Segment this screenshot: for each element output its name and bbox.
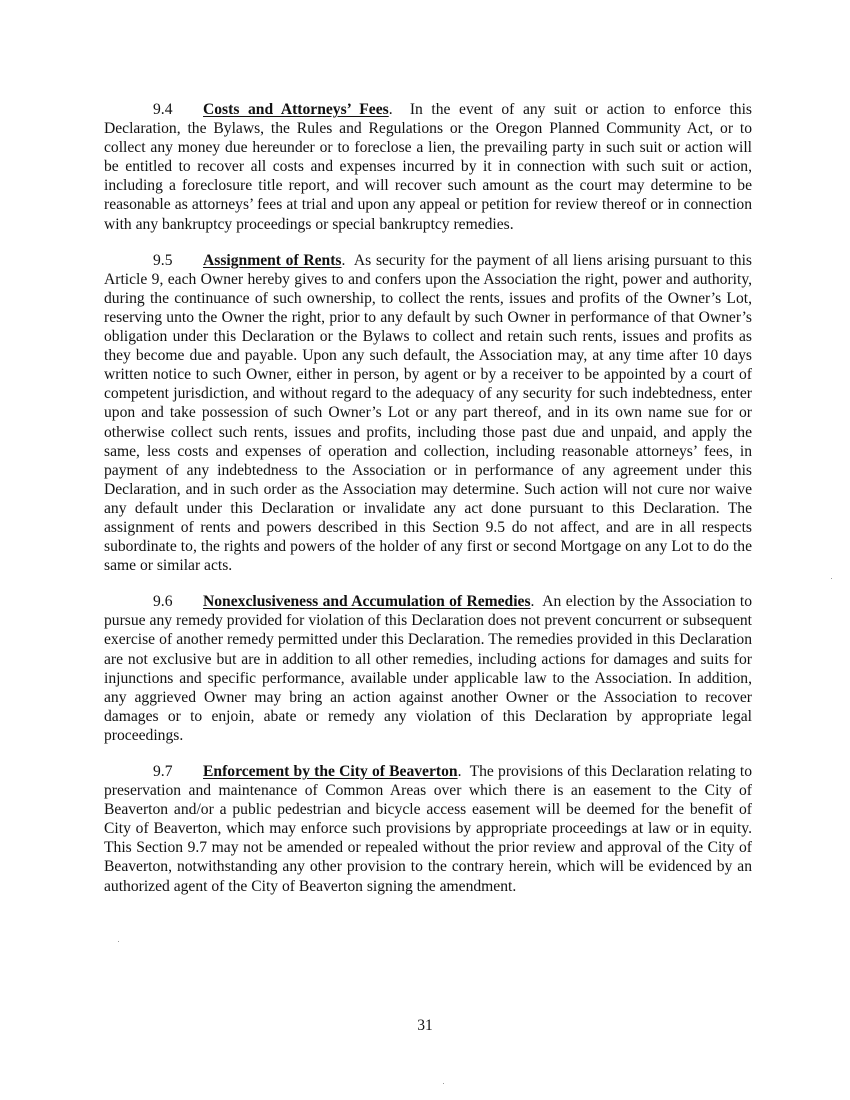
section-number: 9.6 [153, 593, 173, 611]
scan-speck [118, 941, 119, 942]
section-body: As security for the payment of all liens arising pursuant to this Article 9, each Owner hereby gives to and confers upon the Association the right, power and authority, during the continuance of such ownership, to collect the rents, issues and profits of the Owner’s Lot, reserving unto the Owner the right, prior to any default by such Owner in performance of that Owner’s obligation under this Declaration or the Bylaws to collect and retain such rents, issues and profits as they become due and payable. Upon any such default, the Association may, at any time after 10 days written notice to such Owner, either in person, by agent or by a receiver to be appointed by a court of competent jurisdiction, and without regard to the adequacy of any security for such indebtedness, enter upon and take possession of such Owner’s Lot or any part thereof, and in its own name sue for or otherwise collect such rents, issues and profits, including those past due and unpaid, and apply the same, less costs and expenses of operation and collection, including reasonable attorneys’ fees, in payment of any indebtedness to the Association or in performance of any agreement under this Declaration, and in such order as the Association may determine. Such action will not cure nor waive any default under this Declaration or invalidate any act done pursuant to this Declaration. The assignment of rents and powers described in this Section 9.5 do not affect, and are in all respects subordinate to, the rights and powers of the holder of any first or second Mortgage on any Lot to do the same or similar acts. [104, 251, 752, 575]
scan-speck [831, 578, 832, 579]
section-heading: Costs and Attorneys’ Fees [203, 101, 389, 118]
section-heading-punct: . [457, 763, 462, 780]
section-number: 9.7 [153, 763, 173, 780]
page-number: 31 [417, 1017, 433, 1034]
section-number: 9.5 [153, 251, 173, 269]
section-9-7 [104, 762, 752, 896]
section-heading: Nonexclusiveness and Accumulation of Remedies [203, 593, 531, 611]
section-heading-punct: . [530, 593, 535, 611]
section-heading-punct: . [388, 101, 393, 118]
document-page [104, 100, 752, 913]
section-9-6 [104, 592, 752, 745]
section-body: The provisions of this Declaration relating to preservation and maintenance of Common Areas over which there is an easement to the City of Beaverton and/or a public pedestrian and bicycle access easement will be deemed for the benefit of City of Beaverton, which may enforce such provisions by appropriate proceedings at law or in equity. This Section 9.7 may not be amended or repealed without the prior review and approval of the City of Beaverton, notwithstanding any other provision to the contrary herein, which will be evidenced by an authorized agent of the City of Beaverton signing the amendment. [104, 763, 753, 895]
section-heading: Assignment of Rents [203, 251, 342, 269]
section-heading-punct: . [341, 251, 346, 269]
section-number: 9.4 [153, 101, 173, 118]
section-body: In the event of any suit or action to enforce this Declaration, the Bylaws, the Rules and Regulations or the Oregon Planned Community Act, or to collect any money due hereunder or to foreclose a lien, the prevailing party in such suit or action will be entitled to recover all costs and expenses incurred by it in connection with such suit or action, including a foreclosure title report, and will recover such amount as the court may determine to be reasonable as attorneys’ fees at trial and upon any appeal or petition for review thereof or in connection with any bankruptcy proceedings or special bankruptcy remedies. [104, 101, 752, 233]
scan-speck [443, 1083, 444, 1084]
section-heading: Enforcement by the City of Beaverton [203, 763, 458, 780]
section-9-4 [104, 100, 752, 234]
section-9-5 [104, 251, 752, 576]
section-body: An election by the Association to pursue any remedy provided for violation of this Declaration does not prevent concurrent or subsequent exercise of another remedy permitted under this Declaration. The remedies provided in this Declaration are not exclusive but are in addition to all other remedies, including actions for damages and suits for injunctions and specific performance, available under applicable law to the Association. In addition, any aggrieved Owner may bring an action against another Owner or the Association to recover damages or to enjoin, abate or remedy any violation of this Declaration by appropriate legal proceedings. [104, 593, 752, 744]
